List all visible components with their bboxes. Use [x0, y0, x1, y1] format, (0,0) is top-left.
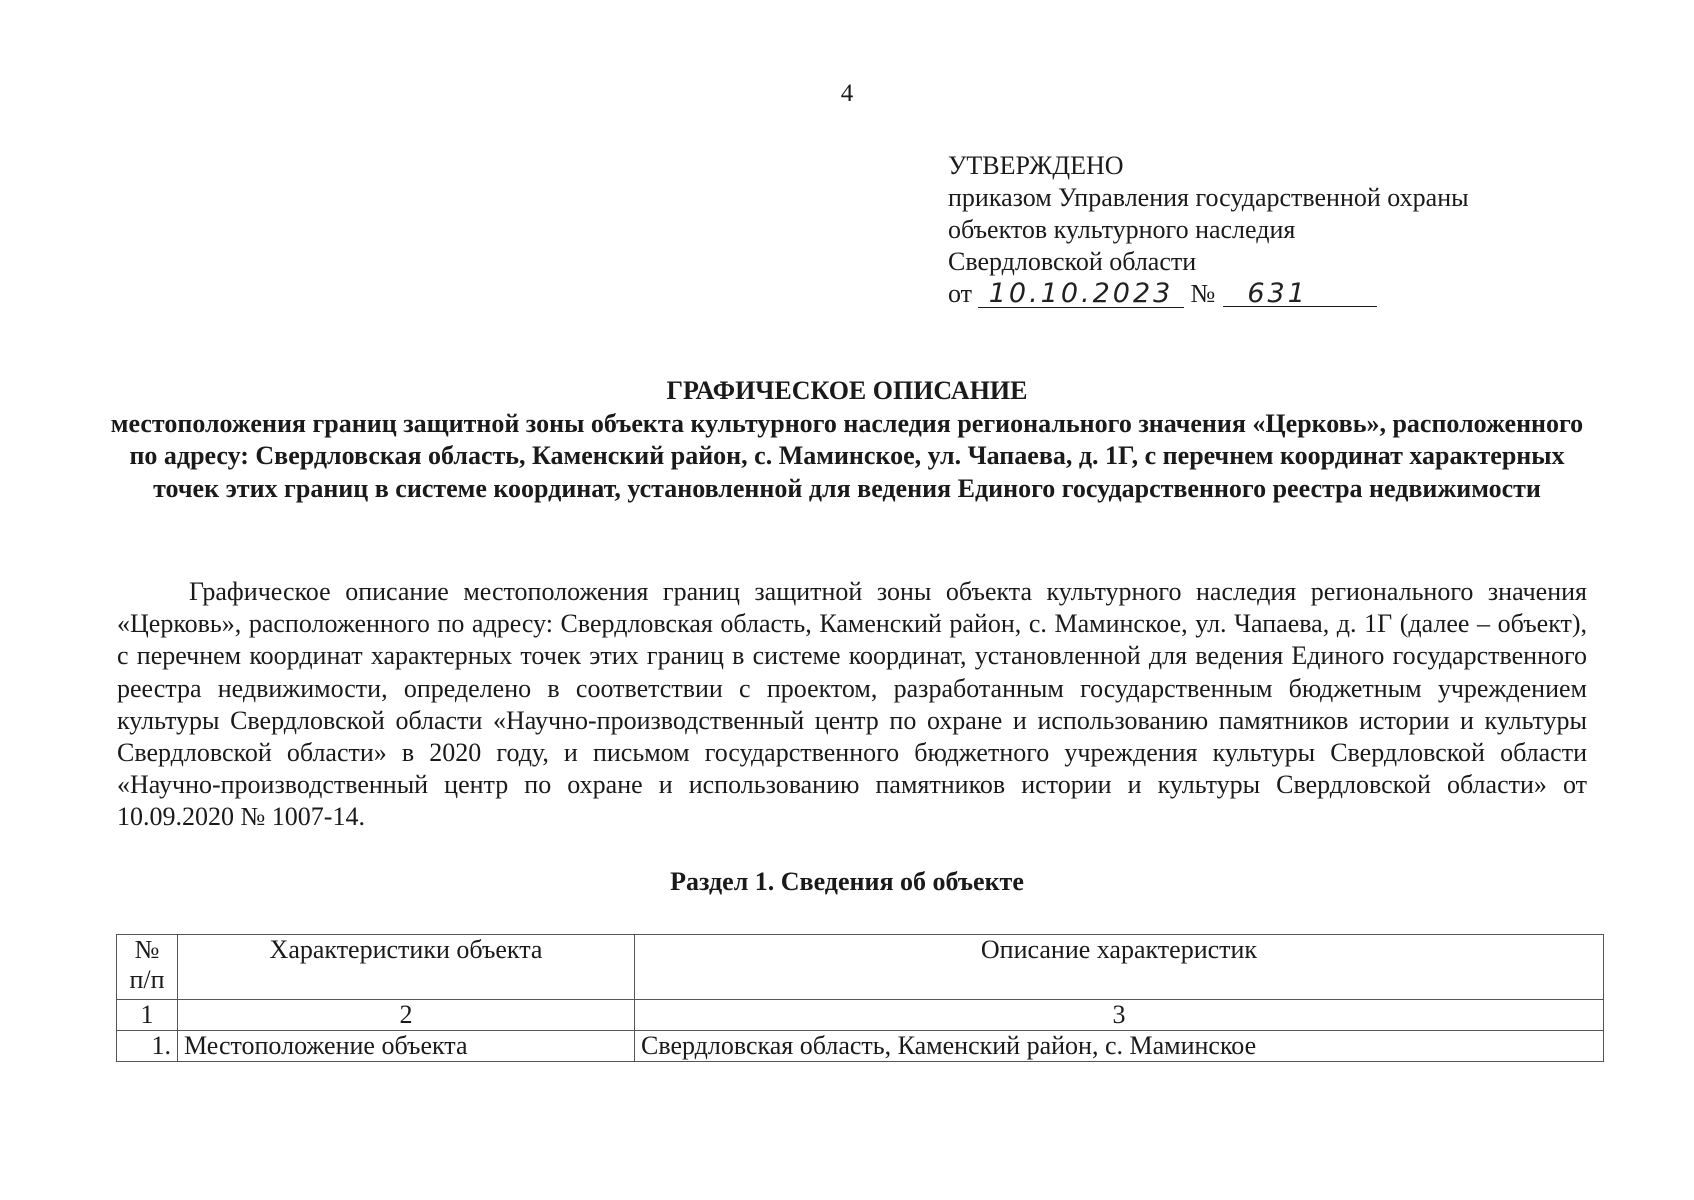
body-paragraph: Графическое описание местоположения границ защитной зоны объекта культурного наследия регионального значения «Церковь», расположенного по адресу: Свердловская область, Каменский район, с. Маминское, ул. Чапаева, д. 1Г (далее – объект), с перечнем координат характерных точек этих границ в системе координат, установленной для ведения Единого государственного реестра недвижимости, определено в соответствии с проектом, разработанным государственным бюджетным учреждением культуры Свердловской области «Научно-производственный центр по охране и использованию памятников истории и культуры Свердловской области» в 2020 году, и письмом государственного бюджетного учреждения культуры Свердловской области «Научно-производственный центр по охране и использованию памятников истории и культуры Свердловской области» от 10.09.2020 № 1007-14. — [117, 577, 1587, 832]
document-title-block — [100, 375, 1594, 505]
approval-date-number-row — [948, 278, 1588, 310]
table-cell: 1. — [117, 1031, 178, 1062]
table-row — [117, 1031, 1604, 1062]
approval-line-2: объектов культурного наследия — [948, 215, 1296, 244]
section-heading: Раздел 1. Сведения об объекте — [670, 867, 1024, 896]
handwritten-number: 631 — [1223, 281, 1377, 307]
approval-heading: УТВЕРЖДЕНО — [948, 151, 1124, 180]
column-number-cell: 2 — [178, 1000, 635, 1031]
header-cell-number: № п/п — [117, 935, 178, 1000]
table-header-row — [117, 935, 1604, 1000]
document-subtitle: местоположения границ защитной зоны объекта культурного наследия регионального значения «Церковь», расположенного по адресу: Свердловская область, Каменский район, с. Маминское, ул. Чапаева, д. 1Г, с перечнем координат характерных точек этих границ в системе координат, установленной для ведения Единого государственного реестра недвижимости — [110, 408, 1584, 503]
document-title: ГРАФИЧЕСКОЕ ОПИСАНИЕ — [666, 376, 1028, 405]
date-prefix: от — [948, 279, 973, 308]
page-number: 4 — [840, 80, 854, 107]
table-cell: Местоположение объекта — [178, 1031, 635, 1062]
header-cell-characteristics: Характеристики объекта — [178, 935, 635, 1000]
header-cell-description: Описание характеристик — [635, 935, 1604, 1000]
object-info-table — [116, 934, 1604, 1062]
approval-line-1: приказом Управления государственной охраны — [948, 183, 1469, 212]
table-cell: Свердловская область, Каменский район, с. Маминское — [635, 1031, 1604, 1062]
column-number-cell: 3 — [635, 1000, 1604, 1031]
approval-line-3: Свердловской области — [948, 247, 1197, 276]
number-prefix: № — [1190, 279, 1216, 308]
handwritten-date: 10.10.2023 — [978, 281, 1184, 308]
approval-stamp — [948, 150, 1588, 310]
table-column-number-row — [117, 1000, 1604, 1031]
column-number-cell: 1 — [117, 1000, 178, 1031]
